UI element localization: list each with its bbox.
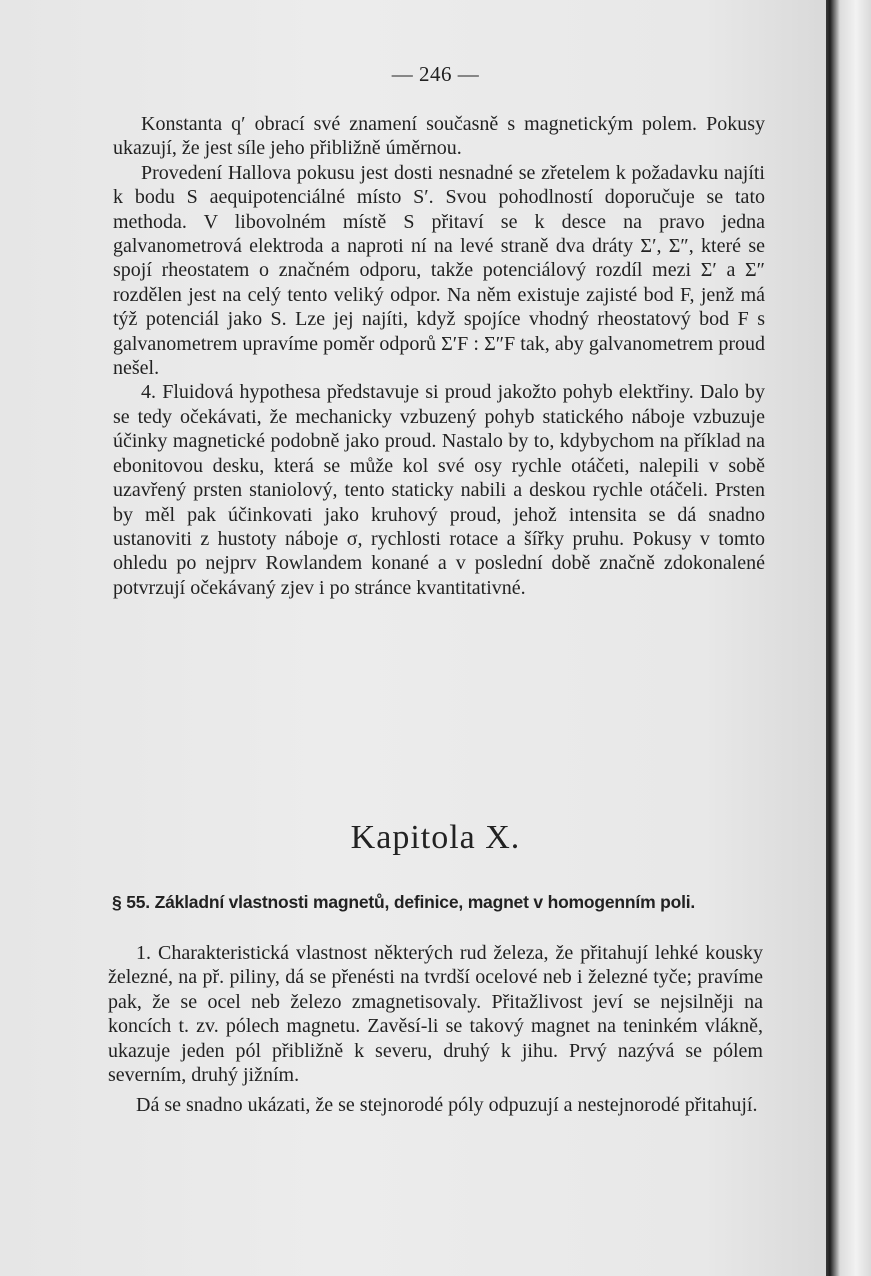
section-heading: § 55. Základní vlastnosti magnetů, definice, magnet v homogenním poli. — [112, 892, 696, 912]
chapter-title: Kapitola X. — [350, 819, 521, 856]
paragraph-3: 4. Fluidová hypothesa představuje si proud jakožto pohyb elektřiny. Dalo by se tedy očekávati, že mechanicky vzbuzený pohyb statického náboje vzbuzuje účinky magnetické podobně jako proud. Nastalo by to, kdybychom na příklad na ebonitovou desku, která se může kol své osy rychle otáčeti, nalepili v sobě uzavřený prsten staniolový, tento staticky nabili a deskou rychle otáčeli. Prsten by měl pak účinkovati jako kruhový proud, jehož intensita se dá snadno ustanoviti z hustoty náboje σ, rychlosti rotace a šířky pruhu. Pokusy v tomto ohledu po nejprv Rowlandem konané a v poslední době značně zdokonalené potvrzují očekávaný zjev i po stránce kvantitativné. — [113, 381, 765, 599]
text-block-top — [113, 112, 765, 600]
text-block-bottom — [108, 941, 763, 1118]
paragraph-2: Provedení Hallova pokusu jest dosti nesnadné se zřetelem k požadavku najíti k bodu S aequipotenciálné místo S′. Svou pohodlností doporučuje se tato methoda. V libovolném místě S přitaví se k desce na pravo jedna galvanometrová elektroda a naproti ní na levé straně dva dráty Σ′, Σ″, které se spojí rheostatem o značném odporu, takže potenciálový rozdíl mezi Σ′ a Σ″ rozdělen jest na celý tento veliký odpor. Na něm existuje zajisté bod F, jenž má týž potenciál jako S. Lze jej najíti, když spojíce vhodný rheostatový bod F s galvanometrem upravíme poměr odporů Σ′F : Σ″F tak, aby galvanometrem proud nešel. — [113, 161, 765, 380]
page-fold-edge — [826, 0, 871, 1276]
page-number: — 246 — — [391, 62, 480, 86]
paragraph-5: Dá se snadno ukázati, že se stejnorodé póly odpuzují a nestejnorodé přitahují. — [136, 1094, 758, 1117]
paragraph-4: 1. Charakteristická vlastnost některých rud železa, že přitahují lehké kousky železné, na př. piliny, dá se přenésti na tvrdší ocelové neb i železné tyče; pravíme pak, že se ocel neb železo zmagnetisovaly. Přitažlivost jeví se nejsilněji na koncích t. zv. pólech magnetu. Zavěsí-li se takový magnet na teninkém vlákně, ukazuje jeden pól přibližně k severu, druhý k jihu. Prvý nazývá se pólem severním, druhý jižním. — [108, 942, 763, 1087]
paragraph-1: Konstanta q′ obrací své znamení současně s magnetickým polem. Pokusy ukazují, že jest síle jeho přibližně úměrnou. — [113, 113, 765, 160]
